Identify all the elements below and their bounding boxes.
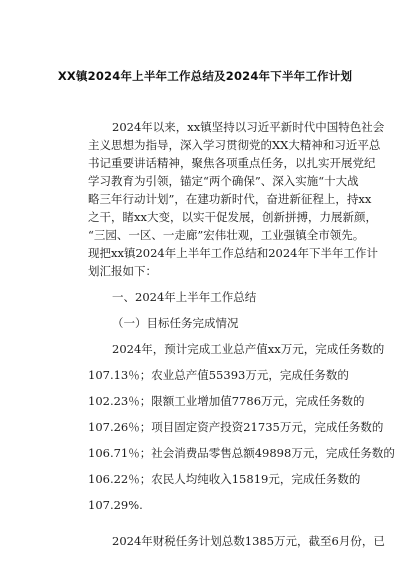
paragraph-line: 略三年行动计划”，在建功新时代，奋进新征程上，持xx — [88, 192, 372, 206]
document-title: XX镇2024年上半年工作总结及2024年下半年工作计划 — [57, 69, 353, 83]
paragraph-line: 之干，睹xx大变，以实干促发展，创新拼搏，力展新颜， — [88, 210, 377, 224]
paragraph-line: 书记重要讲话精神，聚焦各项重点任务，以扎实开展党纪 — [88, 156, 376, 170]
paragraph-line: 107.13％；农业总产值55393万元，完成任务数的 — [88, 368, 349, 382]
paragraph-line: 2024年，预计完成工业总产值xx万元，完成任务数的 — [112, 342, 385, 356]
paragraph-line: 学习教育为引领，锚定“两个确保”、深入实施“十大战 — [88, 174, 359, 188]
paragraph-line: 划汇报如下： — [88, 264, 157, 278]
paragraph-line: 主义思想为指导，深入学习贯彻党的XX大精神和习近平总 — [88, 138, 381, 152]
paragraph-line: 107.29%. — [88, 498, 143, 512]
paragraph-line: 现把xx镇2024年上半年工作总结和2024年下半年工作计 — [88, 246, 379, 260]
paragraph-line: 102.23％；限额工业增加值7786万元，完成任务数的 — [88, 394, 365, 408]
paragraph-line: 2024年财税任务计划总数1385万元，截至6月份，已 — [112, 534, 385, 548]
paragraph-line: 2024年以来，xx镇坚持以习近平新时代中国特色社会 — [112, 120, 385, 134]
paragraph-line: 106.22％；农民人均纯收入15819元，完成任务数的 — [88, 472, 361, 486]
paragraph-line: 106.71％；社会消费品零售总额49898万元，完成任务数的 — [88, 446, 395, 460]
subsection-heading: （一）目标任务完成情况 — [112, 316, 239, 330]
section-heading: 一、2024年上半年工作总结 — [112, 290, 257, 304]
paragraph-line: 107.26％；项目固定资产投资21735万元，完成任务数的 — [88, 420, 384, 434]
paragraph-line: “三园、一区、一走廊”宏伟壮观，工业强镇全市领先。 — [88, 228, 365, 242]
